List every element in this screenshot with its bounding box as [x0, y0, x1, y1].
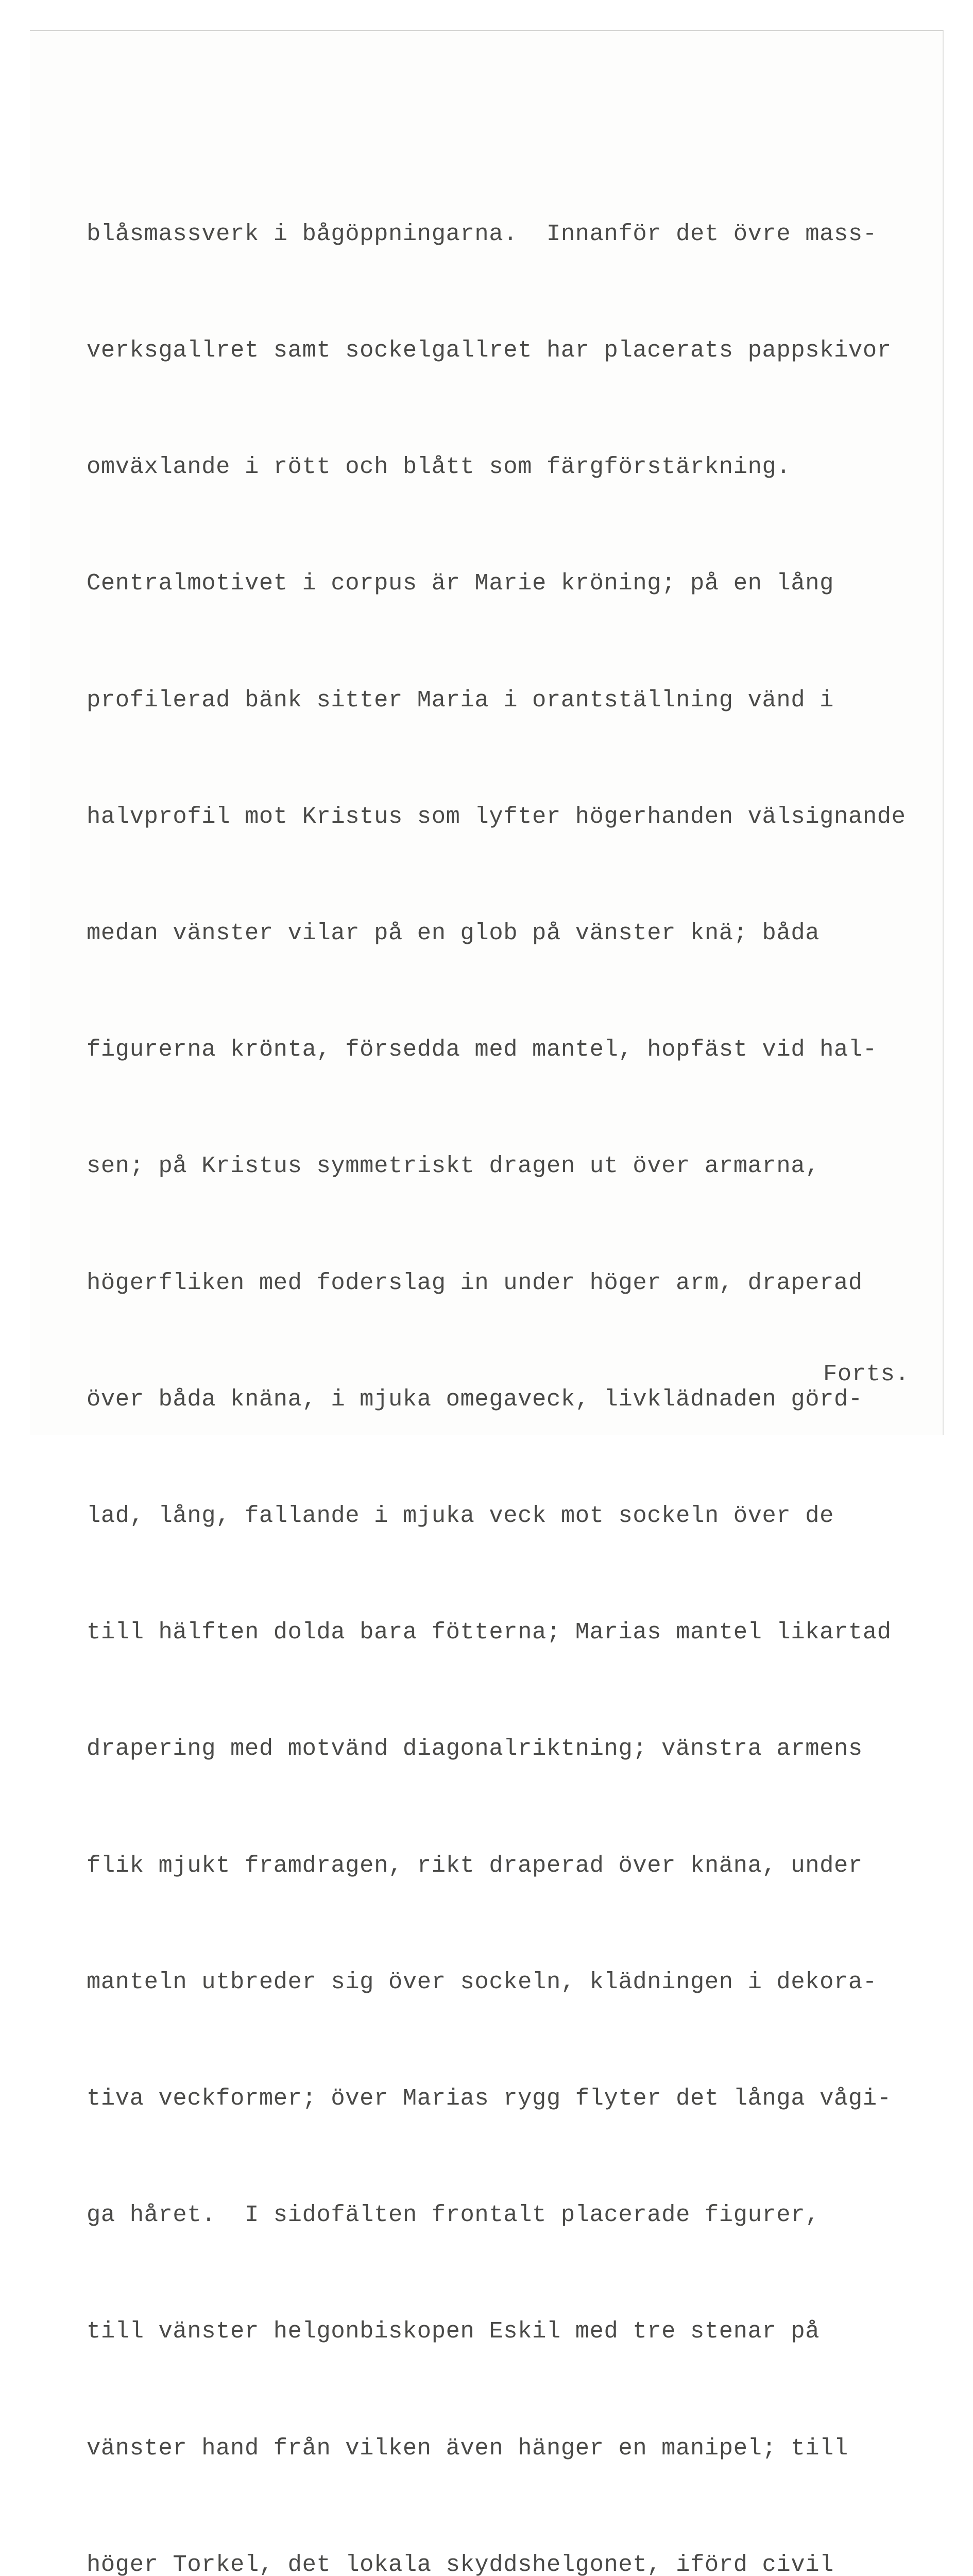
- text-line-7: medan vänster vilar på en glob på vänster knä; båda: [87, 920, 820, 947]
- continuation-note: Forts.: [823, 1361, 910, 1387]
- document-page: [30, 30, 944, 2576]
- text-line-14: drapering med motvänd diagonalriktning; vänstra armens: [87, 1735, 863, 1762]
- text-line-3: omväxlande i rött och blått som färgförstärkning.: [87, 453, 791, 481]
- typed-text-block: [87, 137, 962, 2576]
- text-line-12: lad, lång, fallande i mjuka veck mot sockeln över de: [87, 1502, 834, 1530]
- text-line-17: tiva veckformer; över Marias rygg flyter det långa vågi-: [87, 2085, 892, 2112]
- text-line-4: Centralmotivet i corpus är Marie kröning; på en lång: [87, 570, 834, 597]
- text-line-5: profilerad bänk sitter Maria i orantställning vänd i: [87, 686, 834, 714]
- text-line-1: blåsmassverk i bågöppningarna. Innanför det övre mass-: [87, 220, 877, 247]
- text-line-6: halvprofil mot Kristus som lyfter högerhanden välsignande: [87, 803, 906, 830]
- text-line-11: över båda knäna, i mjuka omegaveck, livklädnaden görd-: [87, 1385, 863, 1413]
- text-line-8: figurerna krönta, försedda med mantel, hopfäst vid hal-: [87, 1036, 877, 1063]
- text-line-2: verksgallret samt sockelgallret har placerats pappskivor: [87, 337, 892, 364]
- text-line-15: flik mjukt framdragen, rikt draperad över knäna, under: [87, 1852, 863, 1879]
- text-line-9: sen; på Kristus symmetriskt dragen ut över armarna,: [87, 1153, 820, 1180]
- text-line-10: högerfliken med foderslag in under höger arm, draperad: [87, 1269, 863, 1296]
- text-line-18: ga håret. I sidofälten frontalt placerade figurer,: [87, 2201, 820, 2229]
- text-line-20: vänster hand från vilken även hänger en manipel; till: [87, 2434, 848, 2462]
- text-line-13: till hälften dolda bara fötterna; Marias mantel likartad: [87, 1619, 892, 1646]
- text-line-19: till vänster helgonbiskopen Eskil med tre stenar på: [87, 2318, 820, 2345]
- text-line-16: manteln utbreder sig över sockeln, klädningen i dekora-: [87, 1968, 877, 1995]
- text-line-21: höger Torkel, det lokala skyddshelgonet, iförd civil: [87, 2551, 834, 2576]
